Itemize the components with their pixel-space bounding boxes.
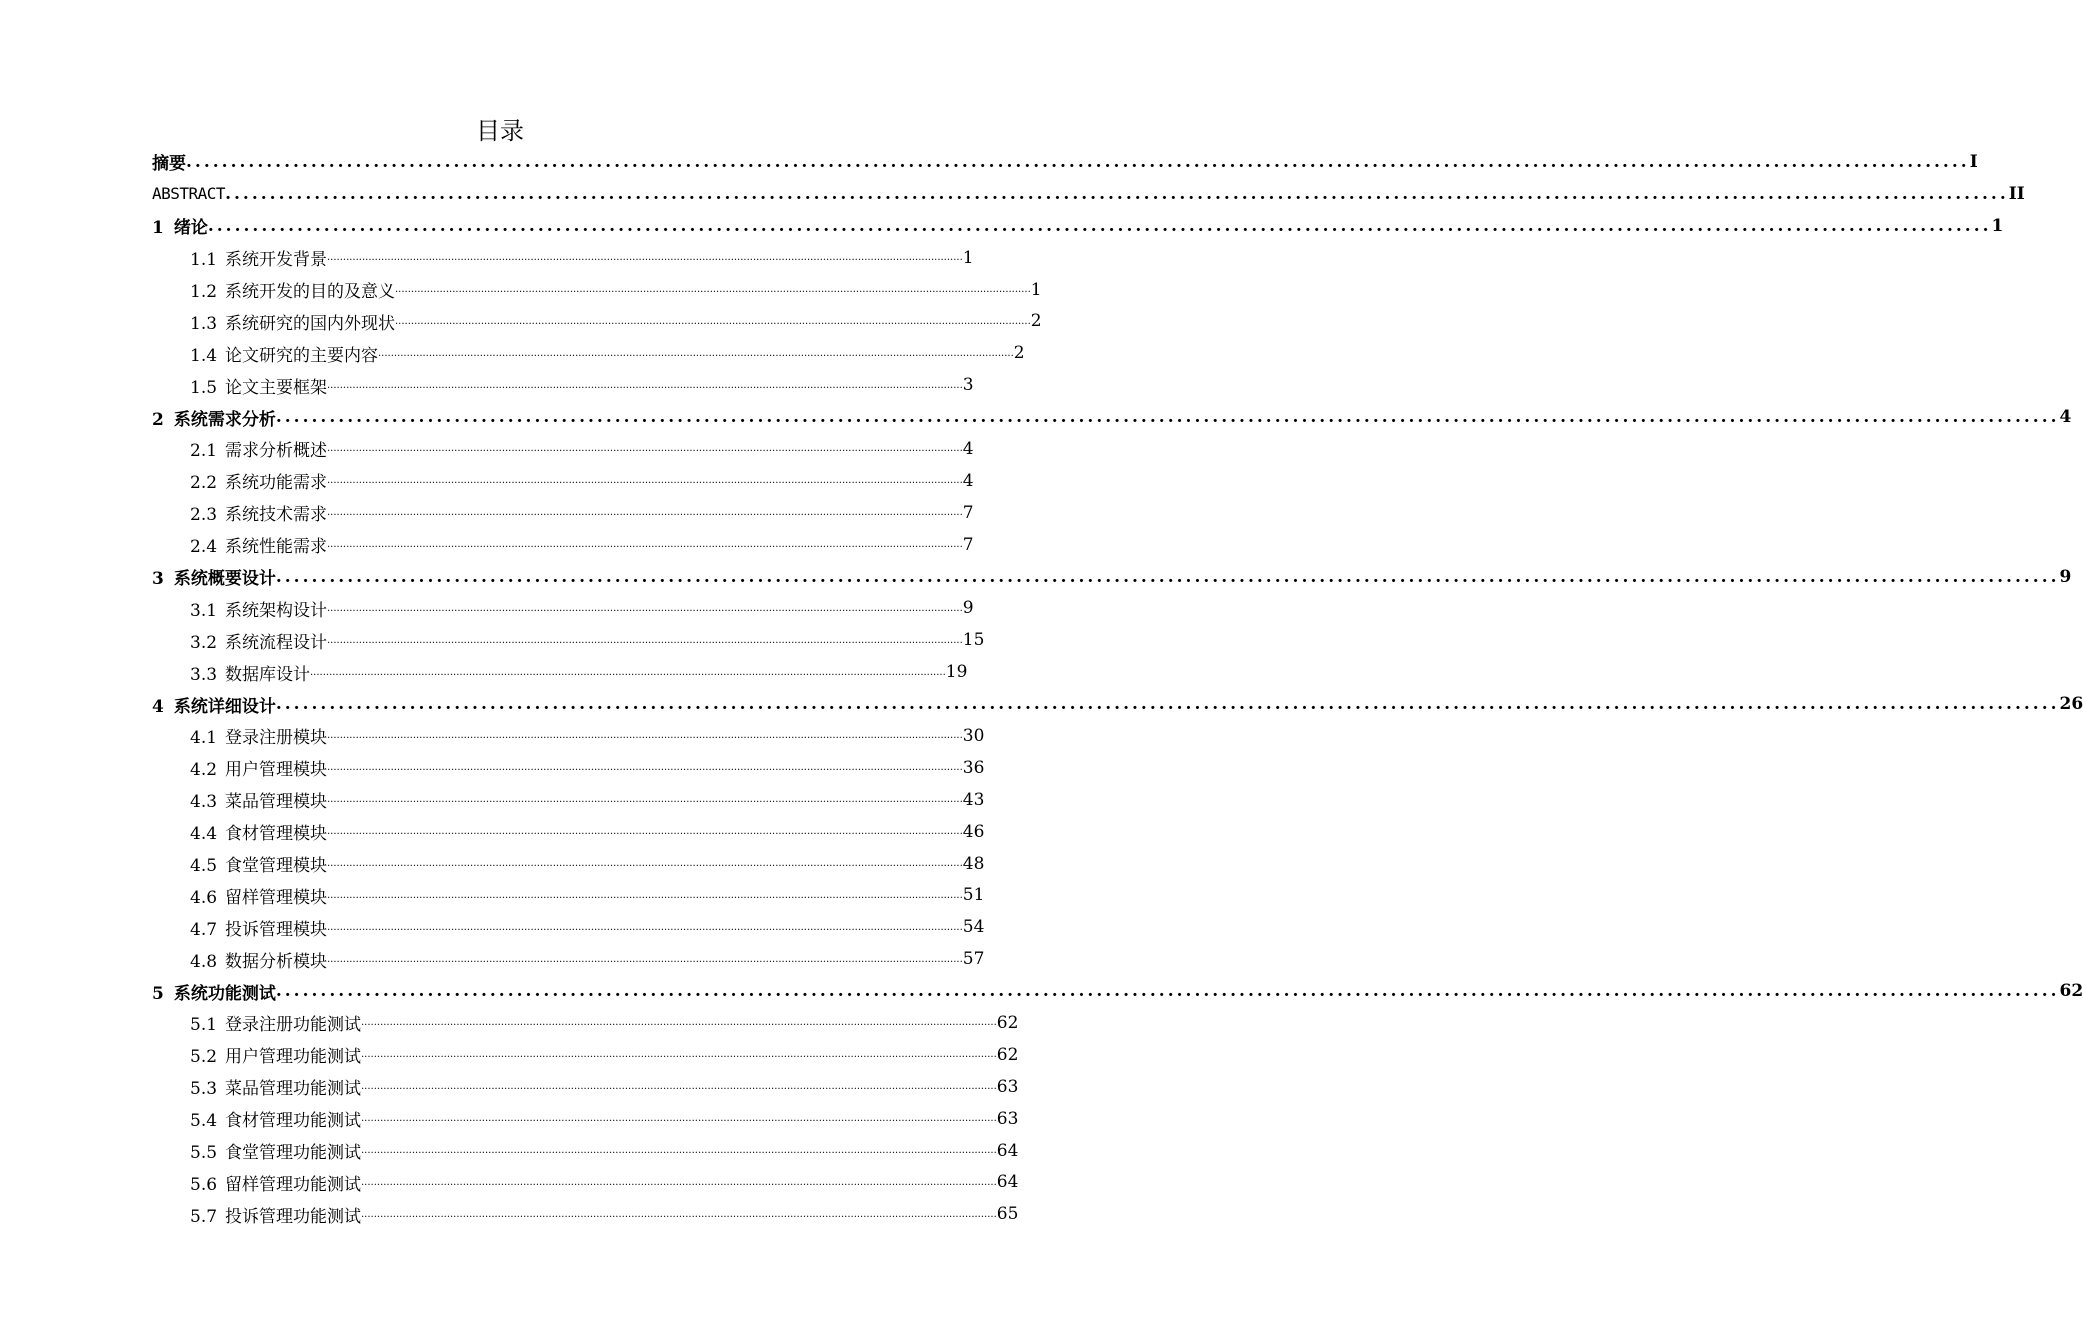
dot-leader: ........................................................................................................................................................................................................ [361, 1081, 997, 1093]
toc-section-entry[interactable] [152, 1135, 1019, 1167]
toc-page-number: 2 [1030, 311, 1042, 332]
dot-leader: ........................................................................................................................................................................................................ [395, 284, 1031, 295]
toc-entry-text: 系统功能测试 [173, 983, 276, 1004]
toc-section-entry[interactable] [152, 1198, 1019, 1230]
toc-section-entry[interactable] [152, 369, 974, 401]
toc-page-number: 64 [996, 1172, 1019, 1193]
toc-entry-label [190, 819, 327, 844]
toc-section-entry[interactable] [152, 784, 985, 816]
toc-entry-text: 系统详细设计 [173, 696, 276, 717]
dot-leader: ........................................................................................................................................................................................................ [327, 507, 963, 519]
toc-chapter-entry[interactable] [152, 178, 2025, 210]
toc-entry-number: 5.1 [190, 1015, 218, 1036]
toc-section-entry[interactable] [152, 465, 974, 497]
toc-page-number: 1 [1030, 279, 1042, 300]
toc-entry-number: 4.4 [190, 824, 218, 845]
toc-section-entry[interactable] [152, 816, 985, 848]
toc-entry-label [190, 1138, 361, 1163]
toc-entry-text: 系统开发的目的及意义 [225, 282, 395, 302]
toc-page-number: 26 [2059, 694, 2083, 715]
toc-section-entry[interactable] [152, 848, 985, 880]
toc-entry-text: 系统架构设计 [225, 600, 327, 621]
toc-entry-number: 4.3 [190, 792, 218, 813]
toc-chapter-entry[interactable] [152, 146, 1978, 178]
toc-entry-label [152, 184, 225, 203]
toc-entry-number: 2.4 [190, 537, 218, 558]
toc-section-entry[interactable] [152, 337, 1025, 369]
toc-section-entry[interactable] [152, 1071, 1019, 1103]
dot-leader: ........................................................................................................................................................................................................ [327, 443, 963, 455]
dot-leader: ........................................................................................................................................................................................................ [275, 694, 2060, 715]
dot-leader: ........................................................................................................................................................................................................ [361, 1145, 997, 1157]
dot-leader: ........................................................................................................................................................................................................ [327, 634, 963, 646]
toc-page-number: 57 [962, 949, 985, 970]
toc-page-number: 9 [2059, 566, 2072, 587]
dot-leader: ........................................................................................................................................................................................................ [361, 1176, 997, 1188]
toc-page-number: 15 [962, 630, 985, 651]
dot-leader: ........................................................................................................................................................................................................ [327, 379, 963, 391]
toc-entry-label [190, 947, 327, 972]
toc-entry-label [190, 1074, 361, 1099]
toc-entry-number: 3 [152, 569, 164, 590]
toc-entry-label [190, 277, 395, 302]
toc-entry-label [190, 341, 378, 366]
toc-entry-label [190, 468, 327, 493]
toc-entry-text: 登录注册模块 [225, 728, 327, 749]
dot-leader: ........................................................................................................................................................................................................ [327, 252, 963, 264]
toc-entry-label [190, 787, 327, 812]
toc-section-entry[interactable] [152, 1039, 1019, 1071]
toc-section-entry[interactable] [152, 305, 1042, 337]
toc-entry-number: 2.1 [190, 441, 218, 462]
toc-entry-number: 4.8 [190, 951, 218, 972]
toc-entry-number: 4.2 [190, 760, 218, 781]
toc-chapter-entry[interactable] [152, 401, 2072, 433]
dot-leader: ........................................................................................................................................................................................................ [327, 602, 963, 614]
toc-entry-label [190, 1106, 361, 1131]
toc-entry-text: 系统研究的国内外现状 [225, 313, 395, 334]
toc-page-number: 4 [962, 438, 974, 459]
dot-leader: ........................................................................................................................................................................................................ [361, 1113, 997, 1125]
toc-entry-label [190, 500, 327, 525]
dot-leader: ........................................................................................................................................................................................................ [361, 1208, 997, 1220]
toc-page-number: II [2008, 183, 2025, 204]
toc-entry-number: 2.3 [190, 505, 218, 526]
toc-entry-label [152, 564, 276, 589]
dot-leader: ........................................................................................................................................................................................................ [378, 347, 1014, 359]
toc-page-number: 62 [996, 1012, 1019, 1033]
toc-entry-label [190, 660, 310, 685]
dot-leader: ........................................................................................................................................................................................................ [186, 151, 1970, 172]
toc-entry-text: 食堂管理功能测试 [225, 1143, 361, 1164]
toc-page-number: 4 [2059, 407, 2072, 428]
toc-section-entry[interactable] [152, 433, 974, 465]
dot-leader: ........................................................................................................................................................................................................ [275, 981, 2060, 1002]
dot-leader: ........................................................................................................................................................................................................ [327, 826, 963, 838]
toc-entry-text: 投诉管理模块 [225, 919, 327, 940]
dot-leader: ........................................................................................................................................................................................................ [225, 183, 2009, 204]
toc-entry-number: 5.7 [190, 1206, 218, 1227]
toc-entry-text: 数据库设计 [225, 664, 310, 685]
toc-page-number: 9 [962, 598, 974, 619]
toc-chapter-entry[interactable] [152, 561, 2072, 593]
toc-entry-number: 2 [152, 409, 164, 430]
toc-page-number: 64 [996, 1140, 1019, 1161]
toc-entry-label [190, 436, 327, 461]
toc-entry-label [152, 692, 276, 717]
dot-leader: ........................................................................................................................................................................................................ [327, 953, 963, 965]
toc-entry-text: 用户管理模块 [225, 760, 327, 781]
toc-page-number: 3 [962, 375, 974, 396]
toc-entry-number: 1 [152, 218, 164, 239]
toc-page-number: 63 [996, 1076, 1019, 1097]
dot-leader: ........................................................................................................................................................................................................ [310, 666, 946, 678]
toc-entry-text: 留样管理模块 [225, 887, 327, 908]
toc-entry-text: 需求分析概述 [225, 441, 327, 462]
toc-entry-text: 绪论 [173, 218, 208, 239]
toc-entry-number: 1.2 [190, 282, 218, 302]
dot-leader: ........................................................................................................................................................................................................ [207, 215, 1992, 236]
toc-entry-label [190, 755, 327, 780]
toc-entry-number: 5 [152, 983, 164, 1004]
toc-entry-text: 系统功能需求 [225, 473, 327, 494]
toc-entry-number: 4.6 [190, 887, 218, 908]
dot-leader: ........................................................................................................................................................................................................ [327, 858, 963, 870]
toc-section-entry[interactable] [152, 720, 985, 752]
toc-page-number: 1 [962, 247, 974, 268]
toc-entry-text: 菜品管理模块 [225, 792, 327, 813]
toc-entry-text: 系统性能需求 [225, 537, 327, 558]
toc-page-number: 7 [962, 502, 974, 523]
toc-entry-text: 留样管理功能测试 [225, 1174, 361, 1195]
toc-page-number: 30 [962, 725, 985, 746]
toc-page-number: 51 [962, 885, 985, 906]
toc-chapter-entry[interactable] [152, 210, 2004, 242]
toc-entry-text: 食材管理功能测试 [225, 1111, 361, 1132]
toc-entry-label [152, 405, 276, 430]
toc-section-entry[interactable] [152, 656, 968, 688]
toc-entry-label [190, 1202, 361, 1227]
toc-entry-text: 论文研究的主要内容 [225, 345, 378, 366]
toc-chapter-entry[interactable] [152, 975, 2083, 1007]
toc-page-number: 62 [996, 1044, 1019, 1065]
toc-entry-label [190, 1042, 361, 1067]
toc-section-entry[interactable] [152, 1103, 1019, 1135]
toc-entry-text: 菜品管理功能测试 [225, 1079, 361, 1100]
dot-leader: ........................................................................................................................................................................................................ [327, 762, 963, 774]
toc-entry-label [190, 1170, 361, 1195]
toc-page-number: 65 [996, 1204, 1019, 1225]
toc-section-entry[interactable] [152, 1007, 1019, 1039]
toc-entry-text: 数据分析模块 [225, 951, 327, 972]
dot-leader: ........................................................................................................................................................................................................ [327, 730, 963, 742]
toc-entry-number: 4.7 [190, 919, 218, 940]
toc-entry-text: 投诉管理功能测试 [225, 1206, 361, 1227]
toc-section-entry[interactable] [152, 497, 974, 529]
toc-section-entry[interactable] [152, 943, 985, 975]
toc-section-entry[interactable] [152, 624, 985, 656]
toc-page-number: 36 [962, 757, 985, 778]
toc-entry-number: 5.6 [190, 1174, 218, 1195]
toc-page-number: 63 [996, 1108, 1019, 1129]
toc-entry-number: 4.1 [190, 728, 218, 749]
toc-page-number: 4 [962, 470, 974, 491]
toc-section-entry[interactable] [152, 752, 985, 784]
toc-entry-number: 3.3 [190, 664, 218, 685]
toc-entry-label [190, 1010, 361, 1035]
toc-entry-text: 系统概要设计 [173, 569, 276, 590]
toc-entry-text: 摘要 [152, 154, 186, 175]
toc-entry-label [190, 723, 327, 748]
toc-section-entry[interactable] [152, 911, 985, 943]
table-of-contents [152, 146, 2083, 1230]
toc-entry-text: 系统技术需求 [225, 505, 327, 526]
toc-entry-text: 食堂管理模块 [225, 856, 327, 877]
toc-entry-text: 食材管理模块 [225, 824, 327, 845]
toc-entry-text: 用户管理功能测试 [225, 1047, 361, 1068]
toc-entry-number: 1.5 [190, 377, 218, 398]
toc-entry-number: 5.5 [190, 1143, 218, 1164]
toc-entry-number: 5.3 [190, 1079, 218, 1100]
toc-entry-text: 论文主要框架 [225, 377, 327, 398]
toc-section-entry[interactable] [152, 879, 985, 911]
toc-entry-number: 1.1 [190, 250, 218, 271]
dot-leader: ........................................................................................................................................................................................................ [395, 315, 1031, 327]
toc-entry-label [190, 373, 327, 398]
toc-entry-label [190, 883, 327, 908]
toc-entry-number: 1.3 [190, 313, 218, 334]
dot-leader: ........................................................................................................................................................................................................ [275, 566, 2060, 587]
toc-section-entry[interactable] [152, 529, 974, 561]
toc-entry-label [190, 851, 327, 876]
toc-section-entry[interactable] [152, 1167, 1019, 1199]
toc-page-number: 62 [2059, 981, 2083, 1002]
toc-entry-label [152, 149, 186, 174]
toc-entry-number: 4 [152, 696, 164, 717]
dot-leader: ........................................................................................................................................................................................................ [327, 794, 963, 806]
toc-page-number: 46 [962, 821, 985, 842]
toc-entry-number: 1.4 [190, 345, 218, 366]
toc-entry-label [190, 309, 395, 334]
page-title: 目录 [476, 117, 524, 145]
toc-page-number: 19 [945, 662, 968, 683]
toc-entry-label [152, 213, 208, 238]
toc-section-entry[interactable] [152, 592, 974, 624]
toc-section-entry[interactable] [152, 274, 1042, 306]
toc-page-number: 2 [1013, 343, 1025, 364]
dot-leader: ........................................................................................................................................................................................................ [361, 1049, 997, 1061]
toc-page-number: 1 [1991, 215, 2004, 236]
toc-page-number: 48 [962, 853, 985, 874]
dot-leader: ........................................................................................................................................................................................................ [361, 1017, 997, 1029]
toc-entry-label [190, 915, 327, 940]
toc-page-number: I [1969, 151, 1978, 172]
toc-entry-label [152, 979, 276, 1004]
toc-entry-number: 5.2 [190, 1047, 218, 1068]
dot-leader: ........................................................................................................................................................................................................ [275, 407, 2060, 428]
toc-entry-label [190, 596, 327, 621]
toc-entry-number: 2.2 [190, 473, 218, 494]
toc-entry-number: 3.1 [190, 600, 218, 621]
toc-entry-text: 系统开发背景 [225, 250, 327, 271]
toc-entry-number: 3.2 [190, 632, 218, 653]
toc-entry-text: ABSTRACT [152, 184, 226, 204]
toc-entry-text: 系统需求分析 [173, 409, 276, 430]
dot-leader: ........................................................................................................................................................................................................ [327, 539, 963, 551]
toc-entry-label [190, 628, 327, 653]
dot-leader: ........................................................................................................................................................................................................ [327, 475, 963, 487]
toc-section-entry[interactable] [152, 242, 974, 274]
toc-entry-text: 登录注册功能测试 [225, 1015, 361, 1036]
toc-page-number: 7 [962, 534, 974, 555]
toc-chapter-entry[interactable] [152, 688, 2083, 720]
toc-entry-text: 系统流程设计 [225, 632, 327, 653]
dot-leader: ........................................................................................................................................................................................................ [327, 889, 963, 901]
toc-page-number: 43 [962, 789, 985, 810]
dot-leader: ........................................................................................................................................................................................................ [327, 921, 963, 933]
toc-entry-label [190, 245, 327, 270]
toc-entry-label [190, 532, 327, 557]
toc-entry-number: 5.4 [190, 1111, 218, 1132]
toc-page-number: 54 [962, 917, 985, 938]
toc-entry-number: 4.5 [190, 856, 218, 877]
